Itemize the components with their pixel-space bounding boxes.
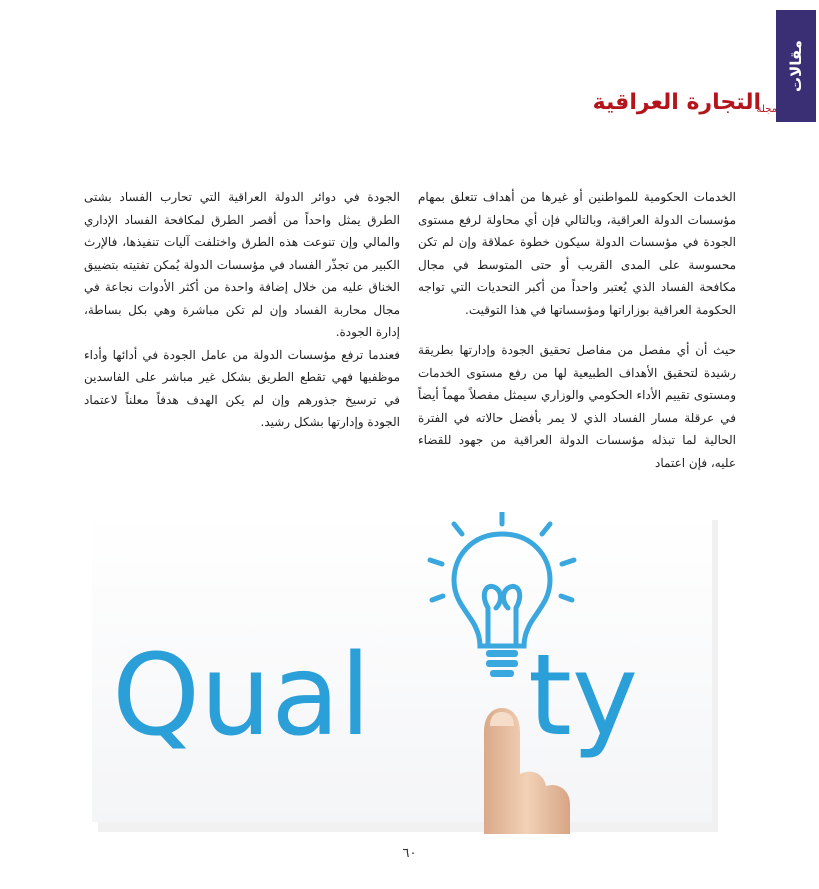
quality-word-end: ty bbox=[528, 631, 639, 761]
paragraph: الجودة في دوائر الدولة العراقية التي تحارب الفساد بشتى الطرق يمثل واحداً من أقصر الطرق لمكافحة الفساد الإداري والمالي وإن تنوعت هذه الطرق واختلفت آليات تنفيذها، فالإرث الكبير من تجذّر الفساد في مؤسسات الدولة يُمكن تفتيته بتضييق الخناق عليه من خلال إضافة واحدة من أكثر الأدوات نجاعة في مجال محاربة الفساد وإن لم تكن مباشرة وهي بكل بساطة، إدارة الجودة. bbox=[84, 190, 400, 339]
magazine-label: مجلة bbox=[756, 104, 777, 115]
section-tab bbox=[776, 10, 816, 122]
article-column-left bbox=[84, 186, 400, 434]
page-number: ٦٠ bbox=[402, 846, 417, 861]
paragraph: حيث أن أي مفصل من مفاصل تحقيق الجودة وإدارتها بطريقة رشيدة لتحقيق الأهداف الطبيعية لها من رفع مستوى الخدمات ومستوى تقييم الأداء الحكومي والوزاري سيمثل مفصلاً مهماً أيضاً في عرقلة مسار الفساد الذي لا يمر بأفضل حالاته في الفترة الحالية لما تبذله مؤسسات الدولة العراقية من جهود للقضاء عليه، فإن اعتماد bbox=[418, 343, 736, 470]
paragraph: الخدمات الحكومية للمواطنين أو غيرها من أهداف تتعلق بمهام مؤسسات الدولة العراقية، وبالتالي فإن أي محاولة لرفع مستوى الجودة في مؤسسات الدولة سيكون خطوة عملاقة وإن لم تكن محسوسة على المدى القريب أو حتى المتوسط في مجال مكافحة الفساد الذي يُعتبر واحداً من أكبر التحديات التي تواجه الحكومة العراقية بوزاراتها ومؤسساتها في هذا التوقيت. bbox=[418, 190, 736, 317]
quality-word-start: Qual bbox=[112, 631, 371, 761]
lightbulb-base bbox=[486, 650, 518, 677]
magazine-name: التجارة العراقية bbox=[592, 90, 761, 115]
quality-image bbox=[92, 512, 720, 834]
magazine-masthead bbox=[592, 90, 777, 124]
quality-illustration bbox=[92, 512, 720, 834]
article-column-right bbox=[418, 186, 736, 474]
section-tab-label: مقالات bbox=[787, 40, 805, 92]
paragraph: فعندما ترفع مؤسسات الدولة من عامل الجودة في أدائها وأداء موظفيها فهي تقطع الطريق بشكل غير مباشر على الفاسدين في ترسيخ جذورهم وإن لم يكن الهدف هدفاً معلناً لاعتماد الجودة وإدارتها بشكل رشيد. bbox=[84, 347, 400, 429]
